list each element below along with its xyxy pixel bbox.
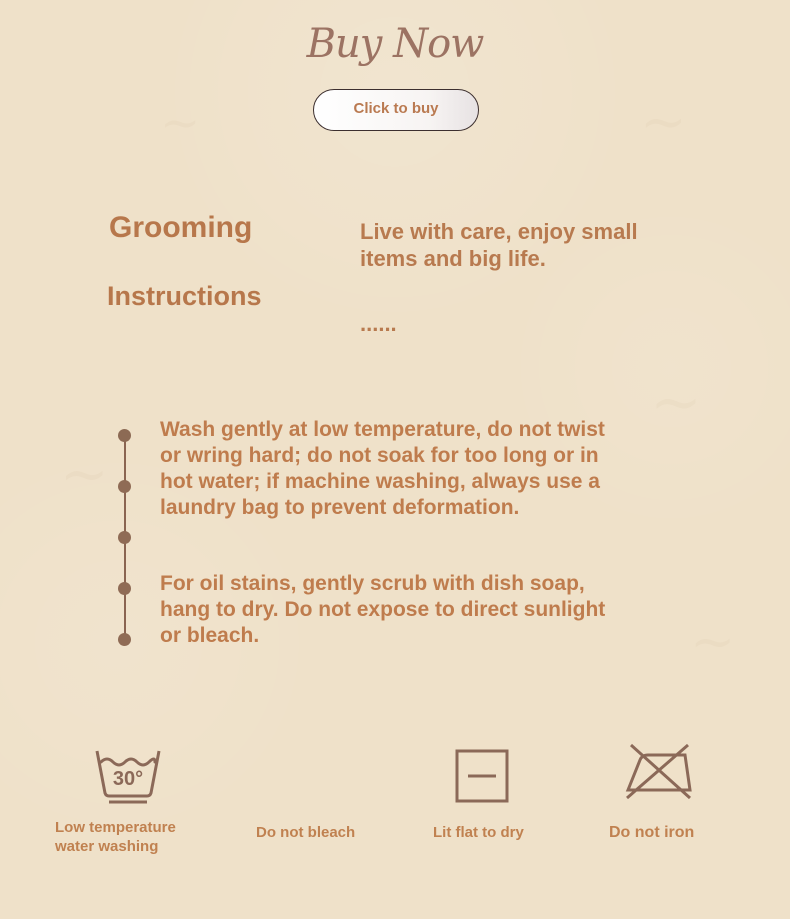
low-temperature-wash-icon [93,748,163,808]
tagline-text: Live with care, enjoy small items and big life. [360,219,638,271]
instruction-timeline [118,431,134,643]
background-pattern: ~ [640,90,687,155]
timeline-dot [118,429,131,442]
care-label-low-temperature-wash: Low temperature water washing [55,819,176,855]
ellipsis-text: ...... [360,311,397,336]
background-pattern: ~ [690,610,736,673]
page-title: Buy Now [306,21,484,67]
background-pattern: ~ [60,440,109,508]
timeline-dot [118,480,131,493]
do-not-iron-icon [622,742,696,802]
buy-button[interactable]: Click to buy [313,89,479,131]
care-label-no-bleach: Do not bleach [256,824,356,841]
background-pattern: ~ [160,95,201,151]
oil-stain-instruction-text: For oil stains, gently scrub with dish soap, hang to dry. Do not expose to direct sunlight or bleach. [160,572,606,647]
care-item-flat-dry [432,748,552,848]
care-label-flat-dry: Lit flat to dry [433,824,524,841]
care-label-do-not-iron: Do not iron [609,824,695,841]
temperature-text: 30° [112,768,144,790]
care-item-no-bleach [255,748,375,848]
timeline-dot [118,531,131,544]
background-pattern: ~ [650,365,702,438]
care-item-low-temperature-wash [55,748,215,858]
section-heading-instructions: Instructions [107,281,262,311]
care-item-do-not-iron [609,742,739,852]
wash-instruction-text: Wash gently at low temperature, do not twist or wring hard; do not soak for too long or in hot water; if machine washing, always use a laundry bag to prevent deformation. [160,418,605,519]
timeline-dot [118,582,131,595]
section-heading-grooming: Grooming [109,211,253,244]
timeline-dot [118,633,131,646]
flat-dry-icon [454,748,510,804]
